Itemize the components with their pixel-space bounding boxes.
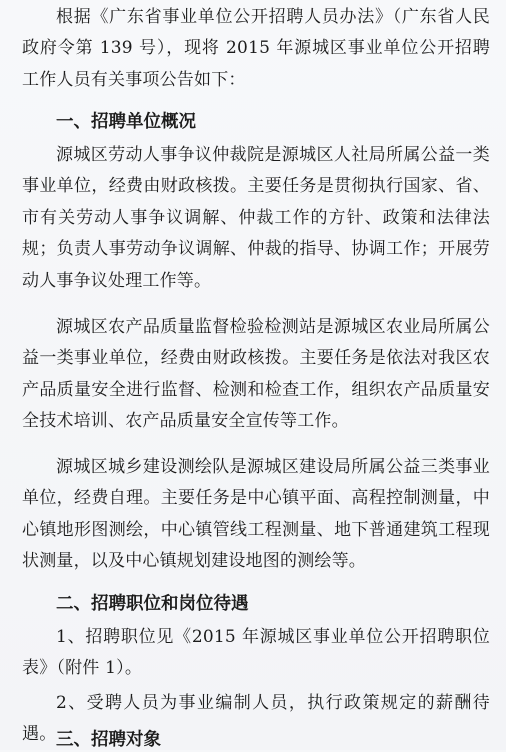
section1-paragraph-2: 源城区农产品质量监督检验检测站是源城区农业局所属公益一类事业单位，经费由财政核拨。主要任务是依法对我区农产品质量安全进行监督、检测和检查工作，组织农产品质量安全技术培训、农产品质量安全宣传等工作。	[22, 317, 490, 432]
section1-paragraph-3: 源城区城乡建设测绘队是源城区建设局所属公益三类事业单位，经费自理。主要任务是中心镇平面、高程控制测量，中心镇地形图测绘，中心镇管线工程测量、地下普通建筑工程现状测量，以及中心镇规划建设地图的测绘等。	[22, 457, 490, 572]
section2-heading: 二、招聘职位和岗位待遇	[56, 594, 249, 614]
section1-paragraph-1: 源城区劳动人事争议仲裁院是源城区人社局所属公益一类事业单位，经费由财政核拨。主要任务是贯彻执行国家、省、市有关劳动人事争议调解、仲裁工作的方针、政策和法律法规；负责人事劳动争议调解、仲裁的指导、协调工作；开展劳动人事争议处理工作等。	[22, 145, 490, 291]
intro-paragraph: 根据《广东省事业单位公开招聘人员办法》（广东省人民政府令第 139 号），现将 2015 年源城区事业单位公开招聘工作人员有关事项公告如下：	[22, 7, 490, 90]
section2-paragraph-1: 1、招聘职位见《2015 年源城区事业单位公开招聘职位表》（附件 1）。	[22, 627, 490, 679]
section1-heading: 一、招聘单位概况	[56, 112, 196, 132]
section2-paragraph-2: 2、受聘人员为事业编制人员，执行政策规定的薪酬待遇。	[22, 693, 490, 745]
section3-heading: 三、招聘对象	[56, 730, 161, 750]
